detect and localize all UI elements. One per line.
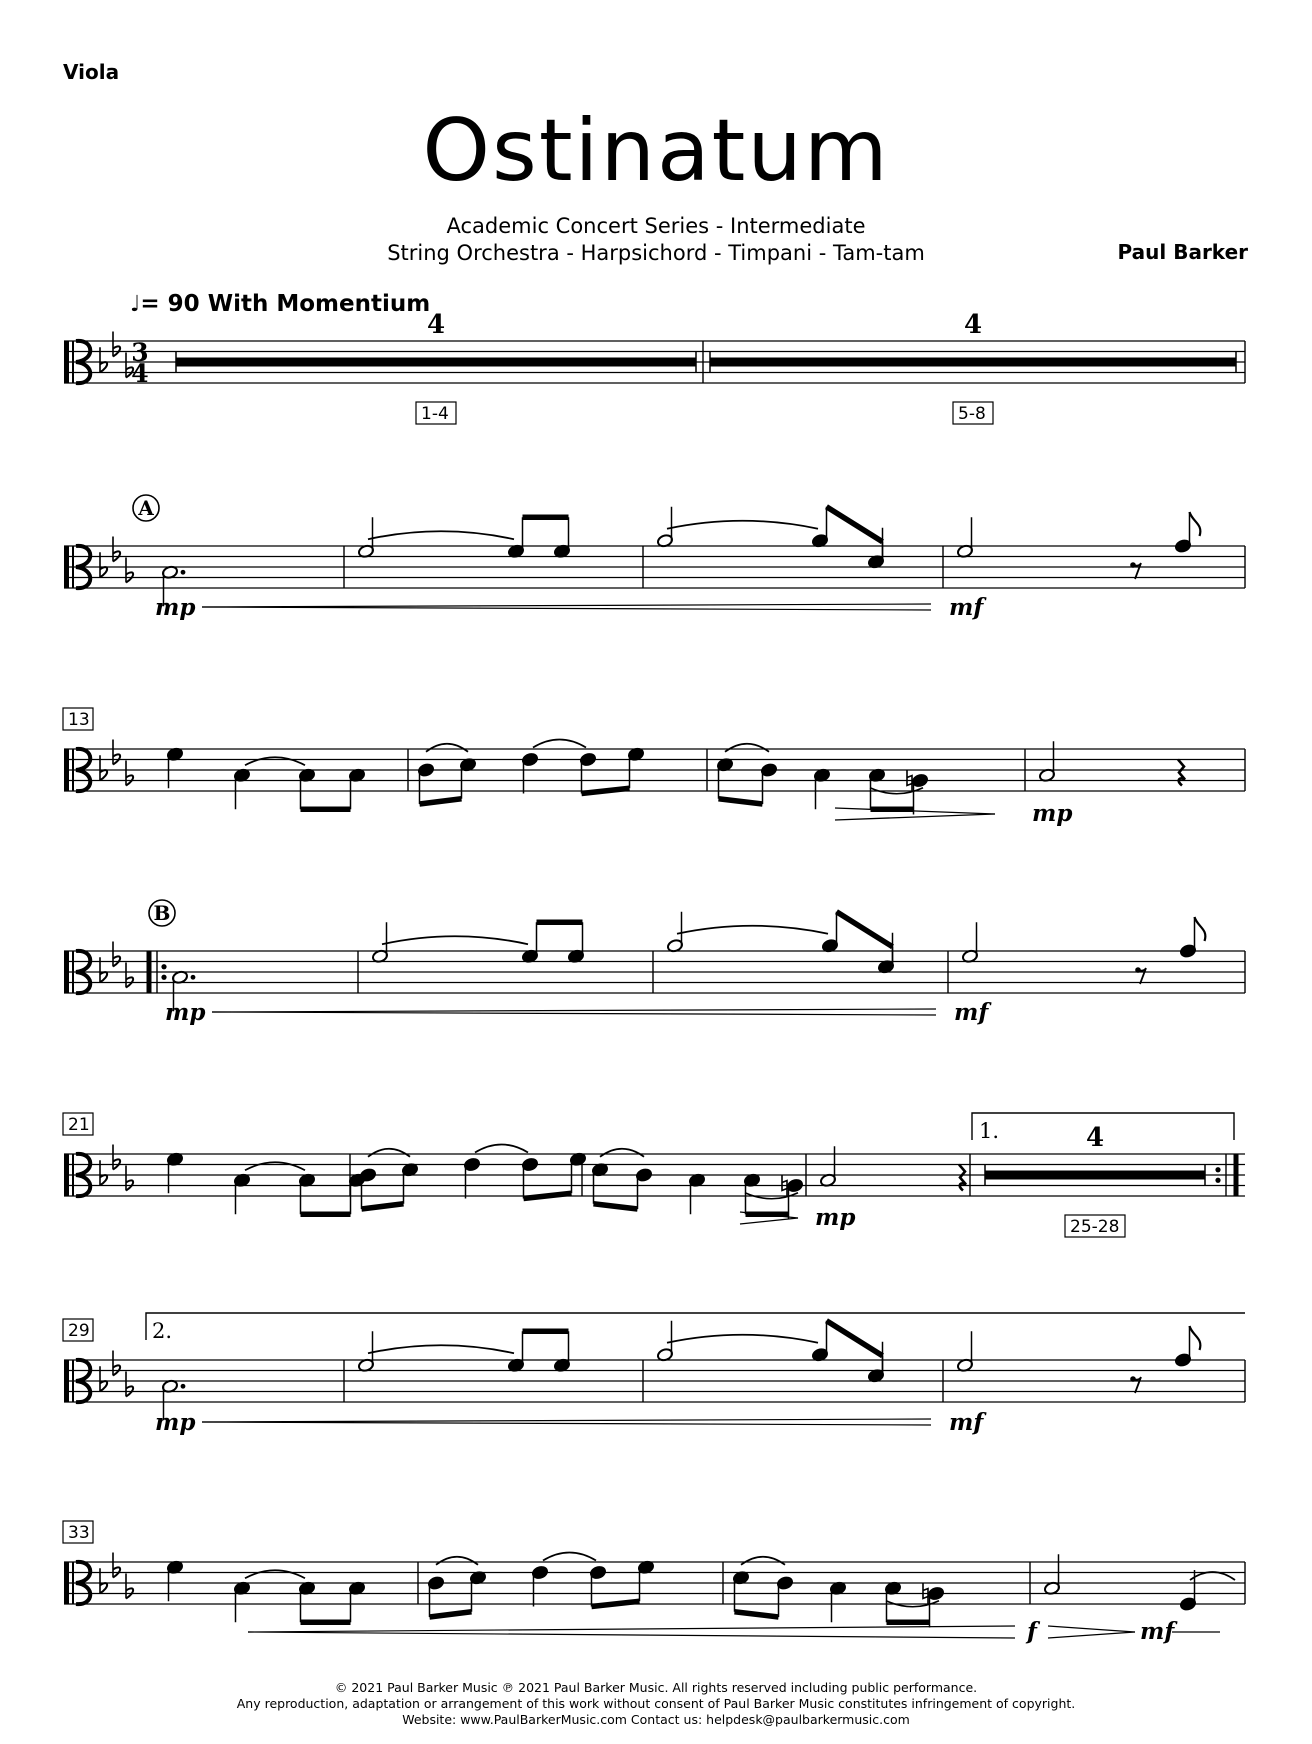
quarter-rest: [959, 1165, 966, 1191]
composer-name: Paul Barker: [1117, 240, 1248, 264]
slur: [533, 740, 586, 748]
flat-accidental: [100, 362, 107, 372]
dynamic-mf: mf: [954, 999, 989, 1026]
measure-range-label: 5-8: [958, 404, 986, 424]
beam: [719, 799, 763, 804]
repeat-dot: [161, 964, 166, 969]
slur: [667, 1335, 818, 1343]
slur: [543, 1553, 596, 1561]
augmentation-dot: [181, 1384, 186, 1389]
crescendo-line: [202, 1422, 931, 1425]
beam: [735, 1612, 779, 1617]
dynamic-mf: mf: [949, 1409, 984, 1436]
infringement-line: Any reproduction, adaptation or arrangement of this work without consent of Paul Barker Music constitutes infringement of copyright.: [236, 1696, 1076, 1711]
beam: [420, 799, 462, 804]
dynamic-mp: mp: [165, 999, 206, 1026]
multirest-bar: [710, 358, 1236, 367]
measure-range-label: 1-4: [421, 404, 449, 424]
rehearsal-mark: A: [138, 496, 154, 520]
second-ending-bracket: [146, 1313, 1245, 1340]
slur: [725, 744, 769, 752]
time-signature-denominator: 4: [131, 359, 149, 388]
eighth-rest: [1133, 563, 1141, 579]
measure-number: 21: [68, 1115, 90, 1135]
slur: [436, 1557, 478, 1565]
piece-title: Ostinatum: [422, 101, 890, 201]
dynamic-mp: mp: [155, 1409, 196, 1436]
time-signature-numerator: 3: [131, 338, 149, 367]
slur: [741, 1557, 785, 1565]
dynamic-mp: mp: [155, 594, 196, 621]
measure-number: 33: [68, 1523, 90, 1543]
decrescendo-hairpin: [740, 1218, 798, 1224]
slur: [1190, 1572, 1235, 1580]
eighth-flag: [1195, 917, 1206, 941]
decrescendo-hairpin: [835, 814, 995, 820]
eighth-rest: [1133, 1377, 1141, 1393]
part-name: Viola: [63, 60, 120, 84]
decrescendo-hairpin: [1048, 1626, 1135, 1632]
slur: [245, 757, 305, 765]
first-ending-label: 1.: [979, 1119, 1000, 1143]
beam: [430, 1612, 472, 1617]
multirest-count: 4: [963, 310, 983, 340]
slur: [245, 1162, 305, 1170]
alto-clef-thick-bar: [64, 341, 69, 383]
flat-accidental: [100, 972, 107, 982]
dynamic-mf: mf: [1140, 1618, 1175, 1645]
flat-accidental: [100, 1583, 107, 1593]
copyright-line: © 2021 Paul Barker Music ℗ 2021 Paul Barker Music. All rights reserved including public performance.: [334, 1680, 978, 1695]
measure-number: 29: [68, 1321, 90, 1341]
beam: [524, 1193, 572, 1198]
tempo-bpm: = 90: [140, 291, 200, 317]
flat-accidental: [100, 770, 107, 780]
repeat-dot: [1215, 1178, 1220, 1183]
alto-clef-thick-bar: [64, 1154, 69, 1196]
slur: [600, 1149, 644, 1157]
crescendo-line: [202, 607, 931, 610]
alto-clef-thin-bar: [72, 546, 74, 588]
contact-line: Website: www.PaulBarkerMusic.com Contact us: helpdesk@paulbarkermusic.com: [402, 1712, 910, 1727]
subtitle-series: Academic Concert Series - Intermediate: [446, 214, 866, 238]
slur: [426, 744, 468, 752]
flat-accidental: [100, 1381, 107, 1391]
second-ending-label: 2.: [152, 1319, 173, 1343]
slur: [677, 926, 828, 934]
slur: [368, 1149, 410, 1157]
measure-range-label: 25-28: [1070, 1217, 1120, 1237]
tempo-expression: With Momentium: [207, 291, 431, 317]
multirest-bar: [176, 358, 696, 367]
alto-clef-thin-bar: [72, 1154, 74, 1196]
alto-clef-thick-bar: [64, 546, 69, 588]
alto-clef-thin-bar: [72, 1562, 74, 1604]
slur: [667, 521, 818, 529]
alto-clef-thin-bar: [72, 749, 74, 791]
slur: [382, 936, 528, 944]
augmentation-dot: [181, 570, 186, 575]
multirest-count: 4: [1085, 1123, 1105, 1153]
rehearsal-mark: B: [153, 901, 171, 925]
slur: [245, 1570, 305, 1578]
alto-clef-thin-bar: [72, 1360, 74, 1402]
subtitle-instrumentation: String Orchestra - Harpsichord - Timpani - Tam-tam: [387, 241, 925, 265]
crescendo-line: [212, 1009, 936, 1012]
multirest-bar: [985, 1171, 1205, 1180]
repeat-dot: [161, 975, 166, 980]
dynamic-mp: mp: [1032, 800, 1073, 827]
decrescendo-hairpin: [1048, 1632, 1135, 1638]
decrescendo-hairpin: [835, 808, 995, 814]
slur: [475, 1145, 528, 1153]
alto-clef-thick-bar: [64, 749, 69, 791]
flat-accidental: [100, 1175, 107, 1185]
multirest-count: 4: [426, 310, 446, 340]
flat-accidental: [100, 567, 107, 577]
dynamic-mf: mf: [949, 594, 984, 621]
alto-clef-thin-bar: [72, 951, 74, 993]
quarter-rest: [1178, 760, 1185, 786]
alto-clef-thick-bar: [64, 951, 69, 993]
eighth-flag: [1190, 1326, 1201, 1350]
crescendo-line: [202, 1419, 931, 1422]
beam: [362, 1204, 404, 1209]
dynamic-mp: mp: [815, 1204, 856, 1231]
measure-number: 13: [68, 710, 90, 730]
repeat-dot: [1215, 1167, 1220, 1172]
beam: [827, 1321, 883, 1356]
crescendo-line: [248, 1626, 1015, 1632]
quarter-note-icon: ♩: [130, 292, 141, 317]
slur: [368, 1345, 514, 1353]
eighth-rest: [1138, 968, 1146, 984]
alto-clef-thick-bar: [64, 1360, 69, 1402]
beam: [582, 788, 630, 793]
beam: [594, 1204, 638, 1209]
alto-clef-thick-bar: [64, 1562, 69, 1604]
beam: [592, 1601, 640, 1606]
dynamic-f: f: [1027, 1618, 1037, 1645]
eighth-flag: [1190, 512, 1201, 536]
crescendo-line: [202, 604, 931, 607]
slur: [368, 531, 514, 539]
beam: [837, 912, 893, 947]
crescendo-line: [248, 1632, 1015, 1638]
crescendo-line: [212, 1012, 936, 1015]
beam: [827, 507, 883, 542]
alto-clef-thin-bar: [72, 341, 74, 383]
augmentation-dot: [191, 975, 196, 980]
